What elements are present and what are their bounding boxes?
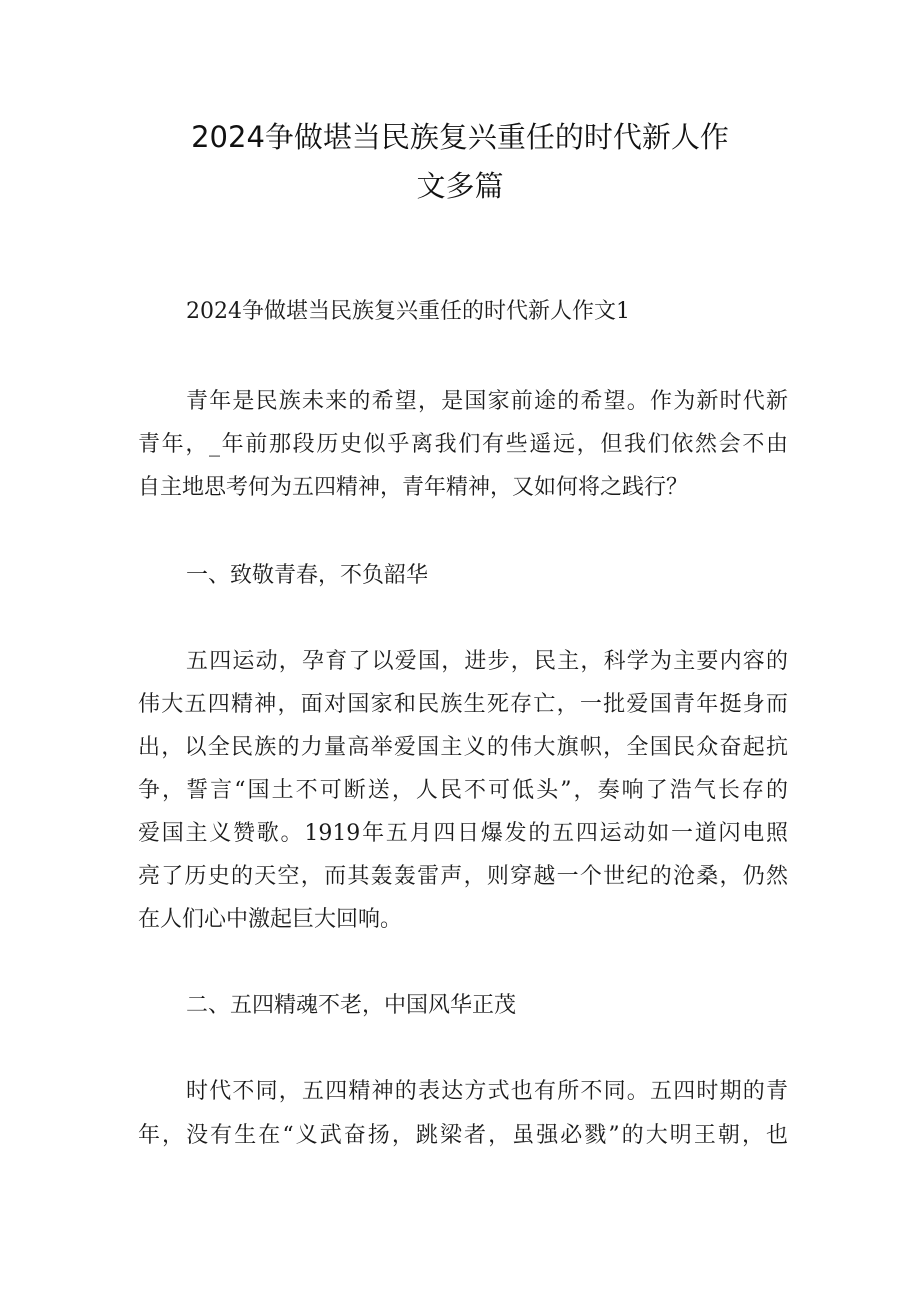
paragraph-3-line-1: 时代不同，五四精神的表达方式也有所不同。五四时期的青 (186, 1079, 788, 1104)
paragraph-2-line-4: 争，誓言“国土不可断送，人民不可低头”，奏响了浩气长存的 (138, 778, 788, 803)
section-heading-1: 一、致敬青春，不负韶华 (186, 563, 429, 588)
paragraph-3-line-2: 年，没有生在“义武奋扬，跳梁者，虽强必戮”的大明王朝，也 (138, 1123, 788, 1148)
paragraph-1-line-1: 青年是民族未来的希望，是国家前途的希望。作为新时代新 (186, 389, 788, 414)
essay-subtitle: 2024争做堪当民族复兴重任的时代新人作文1 (186, 299, 630, 324)
paragraph-1-line-3: 自主地思考何为五四精神，青年精神，又如何将之践行？ (138, 475, 689, 500)
paragraph-2-line-3: 出，以全民族的力量高举爱国主义的伟大旗帜，全国民众奋起抗 (138, 735, 788, 760)
document-title-line-2: 文多篇 (416, 169, 504, 203)
document-title-line-1: 2024争做堪当民族复兴重任的时代新人作 (191, 120, 729, 154)
paragraph-1-line-2: 青年，_年前那段历史似乎离我们有些遥远，但我们依然会不由 (138, 432, 788, 457)
paragraph-2-line-7: 在人们心中激起巨大回响。 (138, 907, 403, 932)
section-heading-2: 二、五四精魂不老，中国风华正茂 (186, 993, 517, 1018)
paragraph-2-line-2: 伟大五四精神，面对国家和民族生死存亡，一批爱国青年挺身而 (138, 692, 788, 717)
paragraph-2-line-1: 五四运动，孕育了以爱国，进步，民主，科学为主要内容的 (186, 649, 788, 674)
paragraph-2-line-6: 亮了历史的天空，而其轰轰雷声，则穿越一个世纪的沧桑，仍然 (138, 864, 788, 889)
paragraph-2-line-5: 爱国主义赞歌。1919年五月四日爆发的五四运动如一道闪电照 (138, 821, 788, 846)
